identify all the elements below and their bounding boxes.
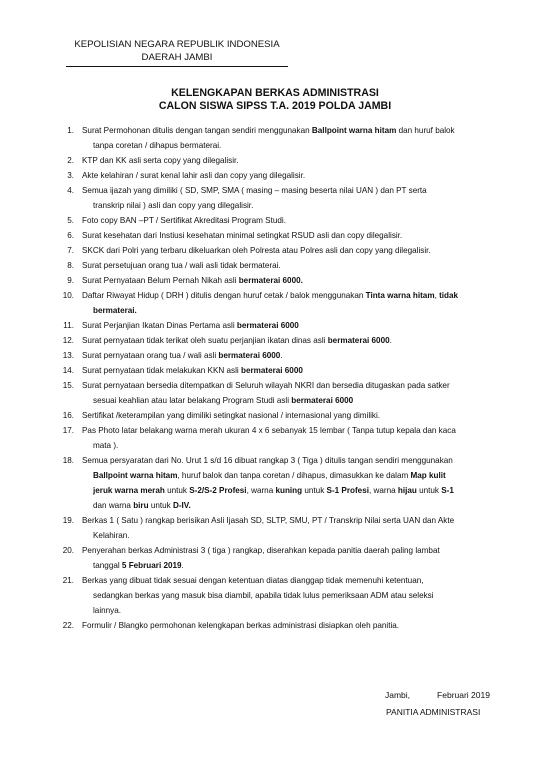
item-text xyxy=(82,453,514,513)
item-line xyxy=(82,273,514,288)
header-underline xyxy=(66,66,288,67)
signature-date xyxy=(385,690,490,700)
item-number: 15. xyxy=(62,381,74,390)
list-item xyxy=(54,333,514,348)
item-line xyxy=(82,198,514,213)
text-segment: . xyxy=(280,351,283,360)
text-segment: untuk xyxy=(416,486,442,495)
item-text xyxy=(82,228,514,243)
item-line xyxy=(82,168,514,183)
item-line xyxy=(82,453,514,468)
list-item xyxy=(54,543,514,573)
list-item xyxy=(54,213,514,228)
item-line xyxy=(82,498,514,513)
item-line xyxy=(82,558,514,573)
text-segment: Surat pernyataan bersedia ditempatkan di Seluruh wilayah NKRI dan bersedia ditugaskan pada satker xyxy=(82,381,450,390)
signature-issuer: PANITIA ADMINISTRASI xyxy=(386,707,481,717)
item-number: 4. xyxy=(67,186,74,195)
item-line xyxy=(82,513,514,528)
organization-region: DAERAH JAMBI xyxy=(141,51,213,63)
item-text xyxy=(82,288,514,318)
item-text xyxy=(82,573,514,618)
item-text xyxy=(82,258,514,273)
item-number: 19. xyxy=(62,516,74,525)
text-segment: , huruf balok dan tanpa coretan / dihapus, dimasukkan ke dalam xyxy=(177,471,411,480)
list-item xyxy=(54,378,514,408)
item-line xyxy=(82,243,514,258)
item-line xyxy=(82,288,514,303)
item-line xyxy=(82,588,514,603)
item-line xyxy=(82,228,514,243)
text-segment: Surat persetujuan orang tua / wali asli tidak bermaterai. xyxy=(82,261,281,270)
item-text xyxy=(82,423,514,453)
text-segment: Semua ijazah yang dimiliki ( SD, SMP, SMA ( masing – masing beserta nilai UAN ) dan PT serta xyxy=(82,186,427,195)
item-line xyxy=(82,573,514,588)
text-segment: Surat pernyataan tidak terikat oleh suatu perjanjian ikatan dinas asli xyxy=(82,336,328,345)
bold-text: hijau xyxy=(397,486,417,495)
item-number: 22. xyxy=(62,621,74,630)
item-line xyxy=(82,423,514,438)
item-line xyxy=(82,153,514,168)
item-line xyxy=(82,408,514,423)
list-item xyxy=(54,168,514,183)
text-segment: Semua persyaratan dari No. Urut 1 s/d 16 dibuat rangkap 3 ( Tiga ) ditulis tangan sendiri menggunakan xyxy=(82,456,453,465)
signature-city: Jambi, xyxy=(385,690,411,700)
item-number: 12. xyxy=(62,336,74,345)
item-text xyxy=(82,213,514,228)
item-number: 7. xyxy=(67,246,74,255)
bold-text: S-2/S-2 Profesi xyxy=(189,486,247,495)
item-line xyxy=(82,618,514,633)
bold-text: jeruk warna merah xyxy=(93,486,165,495)
item-line xyxy=(82,258,514,273)
bold-text: S-1 xyxy=(441,486,454,495)
list-item xyxy=(54,618,514,633)
item-text xyxy=(82,363,514,378)
organization-header xyxy=(65,39,289,64)
item-line xyxy=(82,348,514,363)
organization-name: KEPOLISIAN NEGARA REPUBLIK INDONESIA xyxy=(74,39,280,50)
list-item xyxy=(54,183,514,213)
text-segment: dan huruf balok xyxy=(396,126,455,135)
item-number: 20. xyxy=(62,546,74,555)
text-segment: SKCK dari Polri yang terbaru dikeluarkan oleh Polresta atau Polres asli dan copy yang dilegalisir. xyxy=(82,246,431,255)
item-line xyxy=(82,603,514,618)
item-line xyxy=(82,483,514,498)
text-segment: Surat kesehatan dari Instiusi kesehatan minimal setingkat RSUD asli dan copy dilegalisir. xyxy=(82,231,403,240)
text-segment: untuk xyxy=(302,486,327,495)
text-segment: . xyxy=(181,561,184,570)
bold-text: bermaterai 6000 xyxy=(240,366,303,375)
item-number: 16. xyxy=(62,411,74,420)
item-number: 18. xyxy=(62,456,74,465)
bold-text: bermaterai 6000 xyxy=(218,351,281,360)
item-number: 1. xyxy=(67,126,74,135)
list-item xyxy=(54,288,514,318)
text-segment: Akte kelahiran / surat kenal lahir asli dan copy yang dilegalisir. xyxy=(82,171,306,180)
text-segment: Daftar Riwayat Hidup ( DRH ) ditulis dengan huruf cetak / balok menggunakan xyxy=(82,291,366,300)
item-line xyxy=(82,363,514,378)
list-item xyxy=(54,258,514,273)
item-line xyxy=(82,183,514,198)
title-line-2: CALON SISWA SIPSS T.A. 2019 POLDA JAMBI xyxy=(158,100,392,112)
list-item xyxy=(54,363,514,378)
list-item xyxy=(54,318,514,333)
item-number: 10. xyxy=(62,291,74,300)
text-segment: untuk xyxy=(164,486,190,495)
item-text xyxy=(82,183,514,213)
text-segment: . xyxy=(389,336,392,345)
item-number: 9. xyxy=(67,276,74,285)
bold-text: bermaterai 6000 xyxy=(327,336,390,345)
item-text xyxy=(82,408,514,423)
text-segment: Surat pernyataan orang tua / wali asli xyxy=(82,351,219,360)
bold-text: Ballpoint warna hitam xyxy=(311,126,397,135)
bold-text: Ballpoint warna hitam xyxy=(93,471,178,480)
text-segment: Penyerahan berkas Administrasi 3 ( tiga ) rangkap, diserahkan kepada panitia daerah paling lambat xyxy=(82,546,440,555)
list-item xyxy=(54,573,514,618)
item-number: 2. xyxy=(67,156,74,165)
item-text xyxy=(82,273,514,288)
text-segment: sesuai keahlian atau latar belakang Program Studi asli xyxy=(93,396,292,405)
item-text xyxy=(82,348,514,363)
text-segment: , xyxy=(434,291,440,300)
item-line xyxy=(82,318,514,333)
bold-text: bermaterai 6000 xyxy=(291,396,354,405)
bold-text: bermaterai 6000. xyxy=(238,276,303,285)
list-item xyxy=(54,453,514,513)
item-text xyxy=(82,333,514,348)
item-line xyxy=(82,138,514,153)
item-number: 3. xyxy=(67,171,74,180)
item-line xyxy=(82,528,514,543)
item-text xyxy=(82,378,514,408)
text-segment: Formulir / Blangko permohonan kelengkapan berkas administrasi disiapkan oleh panitia. xyxy=(82,621,400,630)
text-segment: Surat Permohonan ditulis dengan tangan sendiri menggunakan xyxy=(82,126,312,135)
item-line xyxy=(82,303,514,318)
text-segment: Sertifikat /keterampilan yang dimiliki setingkat nasional / internasional yang dimiliki. xyxy=(82,411,381,420)
bold-text: biru xyxy=(133,501,149,510)
text-segment: Kelahiran. xyxy=(93,531,130,540)
bold-text: Map kulit xyxy=(410,471,446,480)
bold-text: bermaterai 6000 xyxy=(236,321,299,330)
list-item xyxy=(54,423,514,453)
item-number: 6. xyxy=(67,231,74,240)
item-number: 21. xyxy=(62,576,74,585)
item-number: 11. xyxy=(63,321,74,330)
item-text xyxy=(82,123,514,153)
list-item xyxy=(54,408,514,423)
item-text xyxy=(82,318,514,333)
text-segment: tanpa coretan / dihapus bermaterai. xyxy=(93,141,222,150)
text-segment: Surat pernyataan tidak melakukan KKN asli xyxy=(82,366,241,375)
item-number: 8. xyxy=(67,261,74,270)
item-line xyxy=(82,333,514,348)
list-item xyxy=(54,513,514,543)
text-segment: transkrip nilai ) asli dan copy yang dilegalisir. xyxy=(93,201,254,210)
text-segment: mata ). xyxy=(93,441,119,450)
item-line xyxy=(82,543,514,558)
signature-month-year: Februari 2019 xyxy=(437,690,490,700)
text-segment: untuk xyxy=(148,501,173,510)
item-text xyxy=(82,153,514,168)
item-text xyxy=(82,168,514,183)
text-segment: tanggal xyxy=(93,561,122,570)
text-segment: Foto copy BAN –PT / Sertifikat Akreditasi Program Studi. xyxy=(82,216,286,225)
item-number: 5. xyxy=(67,216,74,225)
item-text xyxy=(82,513,514,543)
list-item xyxy=(54,348,514,363)
bold-text: tidak xyxy=(439,291,459,300)
list-item xyxy=(54,123,514,153)
text-segment: Berkas 1 ( Satu ) rangkap berisikan Asli Ijasah SD, SLTP, SMU, PT / Transkrip Nilai serta UAN dan Akte xyxy=(82,516,455,525)
bold-text: kuning xyxy=(275,486,303,495)
text-segment: Surat Pernyataan Belum Pernah Nikah asli xyxy=(82,276,239,285)
text-segment: Pas Photo latar belakang warna merah ukuran 4 x 6 sebanyak 15 lembar ( Tanpa tutup kepala dan kaca xyxy=(82,426,456,435)
item-line xyxy=(82,213,514,228)
text-segment: dan warna xyxy=(93,501,134,510)
item-line xyxy=(82,393,514,408)
item-line xyxy=(82,123,514,138)
item-line xyxy=(82,378,514,393)
list-item xyxy=(54,273,514,288)
item-text xyxy=(82,543,514,573)
item-text xyxy=(82,243,514,258)
text-segment: sedangkan berkas yang masuk bisa diambil, apabila tidak lulus pemeriksaan ADM atau seleksi xyxy=(93,591,434,600)
text-segment: Surat Perjanjian Ikatan Dinas Pertama asli xyxy=(82,321,237,330)
list-item xyxy=(54,153,514,168)
bold-text: S-1 Profesi xyxy=(326,486,369,495)
item-number: 17. xyxy=(62,426,74,435)
item-line xyxy=(82,438,514,453)
text-segment: lainnya. xyxy=(93,606,122,615)
bold-text: D-IV. xyxy=(172,501,191,510)
text-segment: , warna xyxy=(368,486,398,495)
bold-text: bermaterai. xyxy=(93,306,137,315)
list-item xyxy=(54,243,514,258)
item-number: 14. xyxy=(62,366,74,375)
text-segment: KTP dan KK asli serta copy yang dilegalisir. xyxy=(82,156,239,165)
list-item xyxy=(54,228,514,243)
requirements-list xyxy=(54,123,514,633)
text-segment: , warna xyxy=(246,486,276,495)
bold-text: 5 Februari 2019 xyxy=(121,561,182,570)
item-number: 13. xyxy=(62,351,74,360)
text-segment: Berkas yang dibuat tidak sesuai dengan ketentuan diatas dianggap tidak memenuhi ketentuan, xyxy=(82,576,424,585)
item-text xyxy=(82,618,514,633)
title-line-1: KELENGKAPAN BERKAS ADMINISTRASI xyxy=(171,87,379,99)
document-title xyxy=(0,87,550,113)
item-line xyxy=(82,468,514,483)
bold-text: Tinta warna hitam xyxy=(365,291,435,300)
